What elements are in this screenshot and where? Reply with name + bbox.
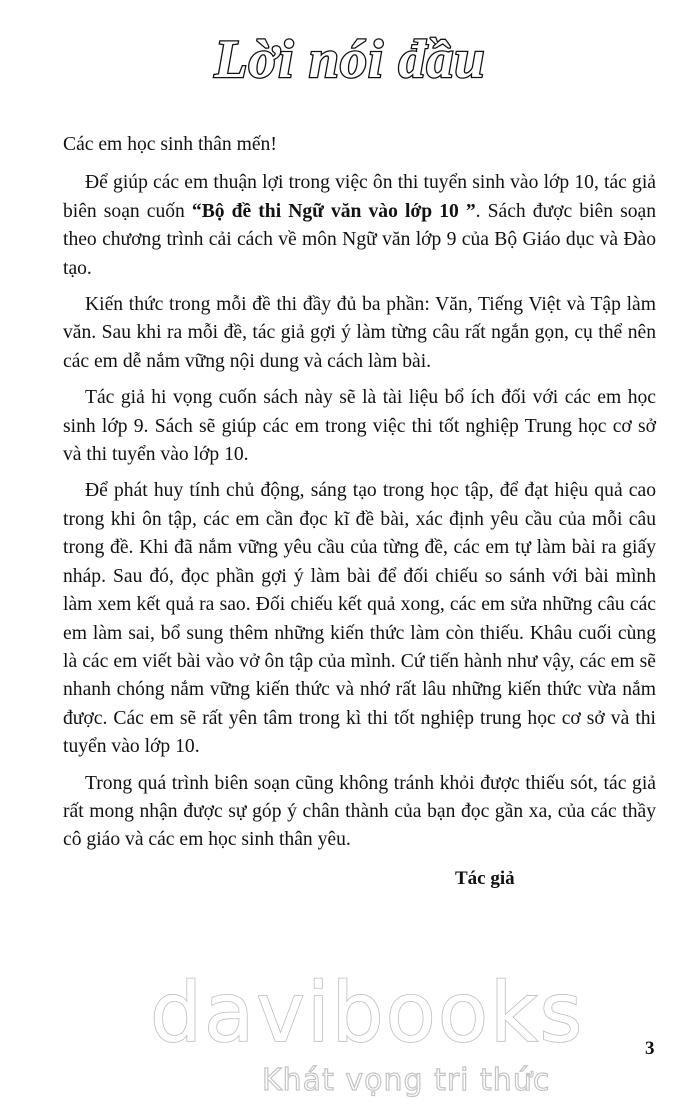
paragraph-2: Kiến thức trong mỗi đề thi đầy đủ ba phần: Văn, Tiếng Việt và Tập làm văn. Sau khi ra mỗi đề, tác giả gợi ý làm từng câu rất ngắn gọn, cụ thể nên các em dễ nắm vững nội dung và cách làm bài. xyxy=(63,294,656,372)
paragraph-1 xyxy=(63,169,656,283)
paragraph-1-intro: Để giúp các em thuận lợi trong việc ôn thi tuyển sinh vào lớp 10, tác giả biên soạn cuốn xyxy=(63,172,656,222)
author-signature: Tác giả xyxy=(455,868,515,889)
paragraph-3: Tác giả hi vọng cuốn sách này sẽ là tài liệu bổ ích đối với các em học sinh lớp 9. Sách sẽ giúp các em trong việc thi tốt nghiệp Trung học cơ sở và thi tuyển vào lớp 10. xyxy=(63,387,656,466)
paragraph-4: Để phát huy tính chủ động, sáng tạo trong học tập, để đạt hiệu quả cao trong khi ôn tập, các em cần đọc kĩ đề bài, xác định yêu cầu của mỗi câu trong đề. Khi đã nắm vững yêu cầu của từng đề, các em tự làm bài ra giấy nháp. Sau đó, đọc phần gợi ý làm bài để đối chiếu so sánh với bài mình làm xem kết quả ra sao. Đối chiếu kết quả xong, các em sửa những câu các em làm sai, bổ sung thêm những kiến thức làm còn thiếu. Khâu cuối cùng là các em viết bài vào vở ôn tập của mình. Cứ tiến hành như vậy, các em sẽ nhanh chóng nắm vững kiến thức và nhớ rất lâu những kiến thức vừa nắm được. Các em sẽ rất yên tâm trong kì thi tốt nghiệp trung học cơ sở và thi tuyển vào lớp 10. xyxy=(63,480,656,758)
watermark-logo: davibooks xyxy=(150,966,585,1061)
page-title: Lời nói đầu xyxy=(214,29,486,89)
paragraph-1-rest: . Sách được biên soạn theo chương trình cải cách về môn Ngữ văn lớp 9 của Bộ Giáo dục và Đào tạo. xyxy=(63,200,656,279)
paragraph-5: Trong quá trình biên soạn cũng không tránh khỏi được thiếu sót, tác giả rất mong nhận được sự góp ý chân thành của bạn đọc gần xa, của các thầy cô giáo và các em học sinh thân yêu. xyxy=(63,772,656,851)
watermark-tagline: Khát vọng tri thức xyxy=(262,1063,551,1098)
preface-body xyxy=(63,131,656,863)
greeting-line: Các em học sinh thân mến! xyxy=(63,134,277,155)
book-title-highlight: “Bộ đề thi Ngữ văn vào lớp 10 ” xyxy=(191,200,476,222)
page-number: 3 xyxy=(645,1038,655,1059)
